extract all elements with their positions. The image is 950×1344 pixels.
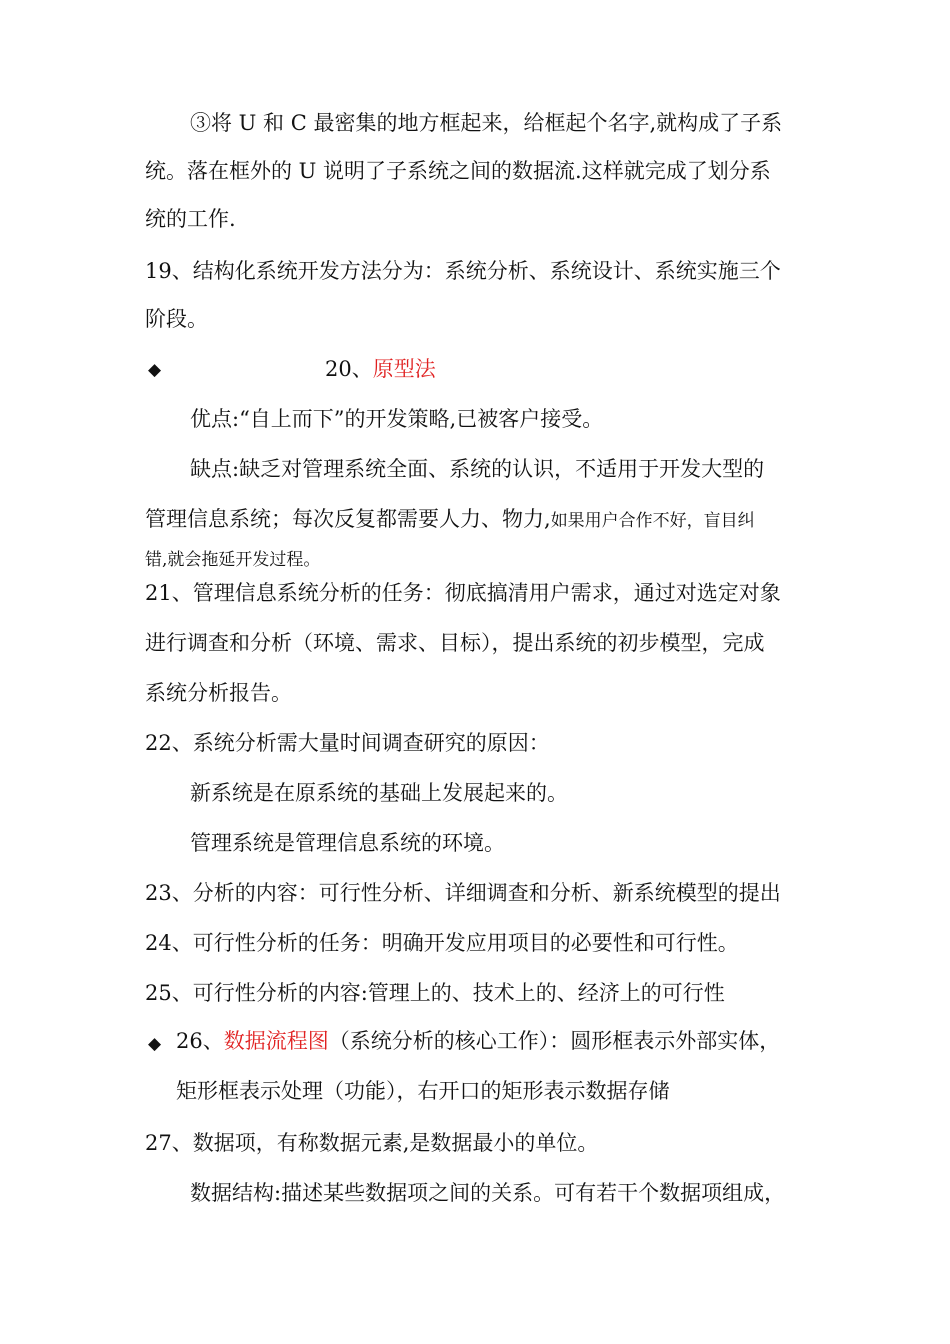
item-number: 20、 xyxy=(325,357,373,381)
item-27: 27、数据项，有称数据元素,是数据最小的单位。 xyxy=(145,1131,599,1155)
advantages-line: 优点:“自上而下”的开发策略,已被客户接受。 xyxy=(190,407,604,431)
paragraph-line: 数据结构:描述某些数据项之间的关系。可有若干个数据项组成， xyxy=(190,1181,786,1205)
highlight-term: 原型法 xyxy=(372,357,436,381)
paragraph-line: 阶段。 xyxy=(145,307,208,331)
item-19: 19、结构化系统开发方法分为：系统分析、系统设计、系统实施三个 xyxy=(145,259,781,283)
disadvantages-line: 缺点:缺乏对管理系统全面、系统的认识，不适用于开发大型的 xyxy=(190,457,765,481)
text-main: （系统分析的核心工作）：圆形框表示外部实体， xyxy=(328,1029,781,1053)
text-small: 如果用户合作不好，盲目纠 xyxy=(550,511,755,531)
item-26 xyxy=(176,1026,780,1056)
paragraph-line: 矩形框表示处理（功能），右开口的矩形表示数据存储 xyxy=(176,1079,670,1103)
paragraph-line: 系统分析报告。 xyxy=(145,681,292,705)
paragraph-line: 统的工作. xyxy=(145,207,236,231)
paragraph-line: ③将 U 和 C 最密集的地方框起来，给框起个名字,就构成了子系 xyxy=(190,111,783,135)
paragraph-line: 管理系统是管理信息系统的环境。 xyxy=(190,831,505,855)
paragraph-line xyxy=(145,504,755,534)
diamond-bullet-icon: ◆ xyxy=(148,1034,162,1054)
item-23: 23、分析的内容：可行性分析、详细调查和分析、新系统模型的提出 xyxy=(145,881,781,905)
paragraph-line: 进行调查和分析（环境、需求、目标），提出系统的初步模型，完成 xyxy=(145,631,765,655)
item-25: 25、可行性分析的内容:管理上的、技术上的、经济上的可行性 xyxy=(145,981,725,1005)
diamond-bullet-icon: ◆ xyxy=(148,360,162,380)
item-22: 22、系统分析需大量时间调查研究的原因： xyxy=(145,731,550,755)
paragraph-line: 新系统是在原系统的基础上发展起来的。 xyxy=(190,781,568,805)
item-21: 21、管理信息系统分析的任务：彻底搞清用户需求，通过对选定对象 xyxy=(145,581,781,605)
item-24: 24、可行性分析的任务：明确开发应用项目的必要性和可行性。 xyxy=(145,931,739,955)
highlight-term: 数据流程图 xyxy=(223,1029,329,1053)
paragraph-line: 统。落在框外的 U 说明了子系统之间的数据流.这样就完成了划分系 xyxy=(145,159,771,183)
paragraph-line: 错,就会拖延开发过程。 xyxy=(145,550,321,570)
item-number: 26、 xyxy=(176,1029,224,1053)
item-20-heading xyxy=(325,354,436,384)
text-main: 管理信息系统；每次反复都需要人力、物力, xyxy=(145,507,551,531)
